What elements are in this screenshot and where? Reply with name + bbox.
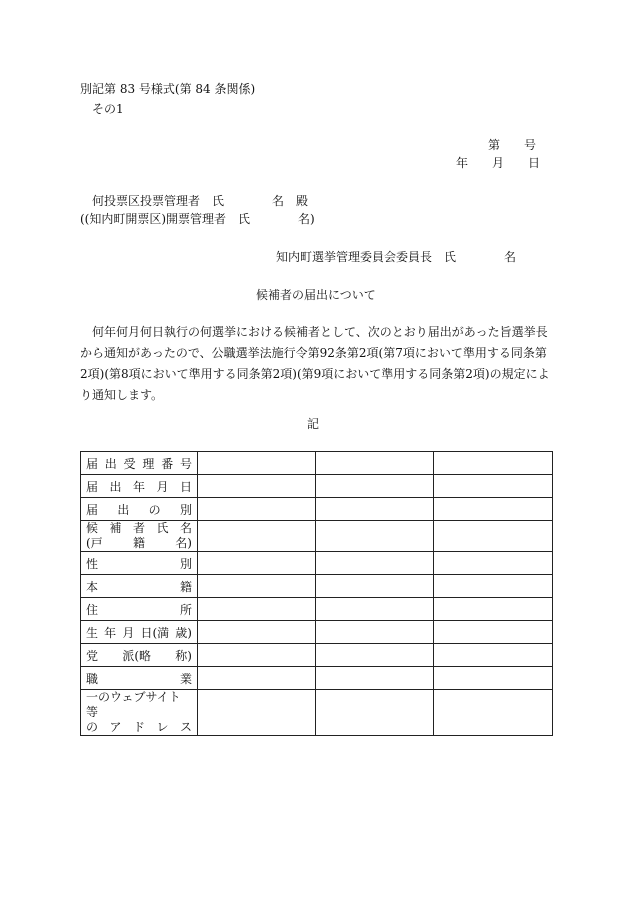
label-char: レ <box>156 720 169 734</box>
table-row <box>81 644 553 667</box>
label-char: 出 <box>117 502 130 517</box>
value-cell <box>434 475 553 498</box>
label-char: 届 <box>86 456 99 471</box>
value-cell <box>198 667 316 690</box>
value-cell <box>434 498 553 521</box>
row-label <box>81 552 198 575</box>
table-row <box>81 452 553 475</box>
value-cell <box>316 521 434 552</box>
label-char: 党 <box>86 648 99 663</box>
label-char: 籍 <box>132 536 145 550</box>
value-cell <box>316 452 434 475</box>
form-subtitle: その1 <box>92 102 124 116</box>
label-char: 業 <box>179 671 192 686</box>
value-cell <box>198 621 316 644</box>
value-cell <box>434 521 553 552</box>
table-row <box>81 498 553 521</box>
value-cell <box>434 690 553 736</box>
label-char: 別 <box>179 502 192 517</box>
value-cell <box>434 552 553 575</box>
label-char: (戸 <box>86 536 103 550</box>
value-cell <box>316 690 434 736</box>
row-label <box>81 452 198 475</box>
value-cell <box>198 598 316 621</box>
label-char: 候 <box>86 521 99 535</box>
label-line <box>86 670 192 687</box>
label-char: 受 <box>123 456 136 471</box>
value-cell <box>198 644 316 667</box>
label-char: の <box>86 720 99 734</box>
ki-mark: 記 <box>307 417 320 431</box>
label-char: 性 <box>86 556 99 571</box>
label-char: 理 <box>142 456 155 471</box>
form-title: 別記第 83 号様式(第 84 条関係) <box>80 82 256 96</box>
value-cell <box>198 521 316 552</box>
row-label <box>81 521 198 552</box>
label-char: 出 <box>104 456 117 471</box>
table-row <box>81 621 553 644</box>
value-cell <box>316 475 434 498</box>
label-char: 氏 <box>156 521 169 535</box>
row-label <box>81 644 198 667</box>
value-cell <box>316 498 434 521</box>
label-char: 届 <box>86 502 99 517</box>
row-label <box>81 621 198 644</box>
label-line: 一のウェブサイト等 <box>86 690 181 719</box>
table-row <box>81 521 553 552</box>
sender-line: 知内町選挙管理委員会委員長 氏 名 <box>276 250 517 264</box>
label-char: 年 <box>132 479 145 494</box>
table-row <box>81 575 553 598</box>
value-cell <box>316 644 434 667</box>
value-cell <box>434 644 553 667</box>
label-char: 日(満 <box>140 625 170 640</box>
value-cell <box>198 552 316 575</box>
label-char: 所 <box>179 602 192 617</box>
value-cell <box>198 498 316 521</box>
value-cell <box>316 575 434 598</box>
table-row <box>81 598 553 621</box>
value-cell <box>316 621 434 644</box>
value-cell <box>198 575 316 598</box>
label-line <box>86 555 192 572</box>
value-cell <box>316 667 434 690</box>
label-char: の <box>148 502 161 517</box>
value-cell <box>434 575 553 598</box>
label-line <box>86 521 192 536</box>
label-line <box>86 455 192 472</box>
row-label <box>81 690 198 736</box>
label-line <box>86 624 192 641</box>
label-line <box>86 720 192 735</box>
label-char: 日 <box>179 479 192 494</box>
row-label <box>81 575 198 598</box>
recipient-line-2: ((知内町開票区)開票管理者 氏 名) <box>80 212 315 226</box>
label-char: 名) <box>175 536 192 550</box>
label-char: 別 <box>179 556 192 571</box>
label-line <box>86 647 192 664</box>
value-cell <box>198 452 316 475</box>
label-char: 出 <box>109 479 122 494</box>
label-char: 者 <box>132 521 145 535</box>
label-char: 年 <box>104 625 117 640</box>
value-cell <box>434 621 553 644</box>
label-char: 派(略 <box>122 648 151 663</box>
label-char: 名 <box>179 521 192 535</box>
value-cell <box>316 598 434 621</box>
label-line <box>86 501 192 518</box>
value-cell <box>198 475 316 498</box>
value-cell <box>434 452 553 475</box>
body-paragraph <box>80 322 552 406</box>
table-row <box>81 552 553 575</box>
label-char: 歳) <box>175 625 192 640</box>
label-char: 月 <box>122 625 135 640</box>
label-char: 生 <box>86 625 99 640</box>
document-date: 年 月 日 <box>456 156 541 170</box>
label-char: ド <box>132 720 145 734</box>
value-cell <box>198 690 316 736</box>
label-line <box>86 578 192 595</box>
label-line <box>86 601 192 618</box>
table-row <box>81 690 553 736</box>
row-label <box>81 598 198 621</box>
value-cell <box>434 598 553 621</box>
table-row <box>81 475 553 498</box>
recipient-line-1: 何投票区投票管理者 氏 名 殿 <box>92 194 309 208</box>
body-text: 何年何月何日執行の何選挙における候補者として、次のとおり届出があった旨選挙長から通知があったので、公職選挙法施行令第92条第2項(第7項において準用する同条第2項)(第8項において準用する同条第2項)(第9項において準用する同条第2項)の規定により通知します。 <box>80 325 550 402</box>
label-char: 称) <box>175 648 192 663</box>
label-char: 本 <box>86 579 99 594</box>
document-number: 第 号 <box>488 138 537 152</box>
label-line <box>86 536 192 551</box>
value-cell <box>434 667 553 690</box>
label-char: 籍 <box>179 579 192 594</box>
label-char: 補 <box>109 521 122 535</box>
label-char: 号 <box>179 456 192 471</box>
table-row <box>81 667 553 690</box>
row-label <box>81 475 198 498</box>
label-char: ス <box>179 720 192 734</box>
label-line <box>86 478 192 495</box>
value-cell <box>316 552 434 575</box>
label-char: ア <box>109 720 122 734</box>
record-table <box>80 451 553 736</box>
row-label <box>81 667 198 690</box>
row-label <box>81 498 198 521</box>
label-char: 番 <box>161 456 174 471</box>
label-char: 月 <box>156 479 169 494</box>
label-char: 職 <box>86 671 99 686</box>
label-char: 住 <box>86 602 99 617</box>
subject-title: 候補者の届出について <box>256 288 376 302</box>
label-char: 届 <box>86 479 99 494</box>
